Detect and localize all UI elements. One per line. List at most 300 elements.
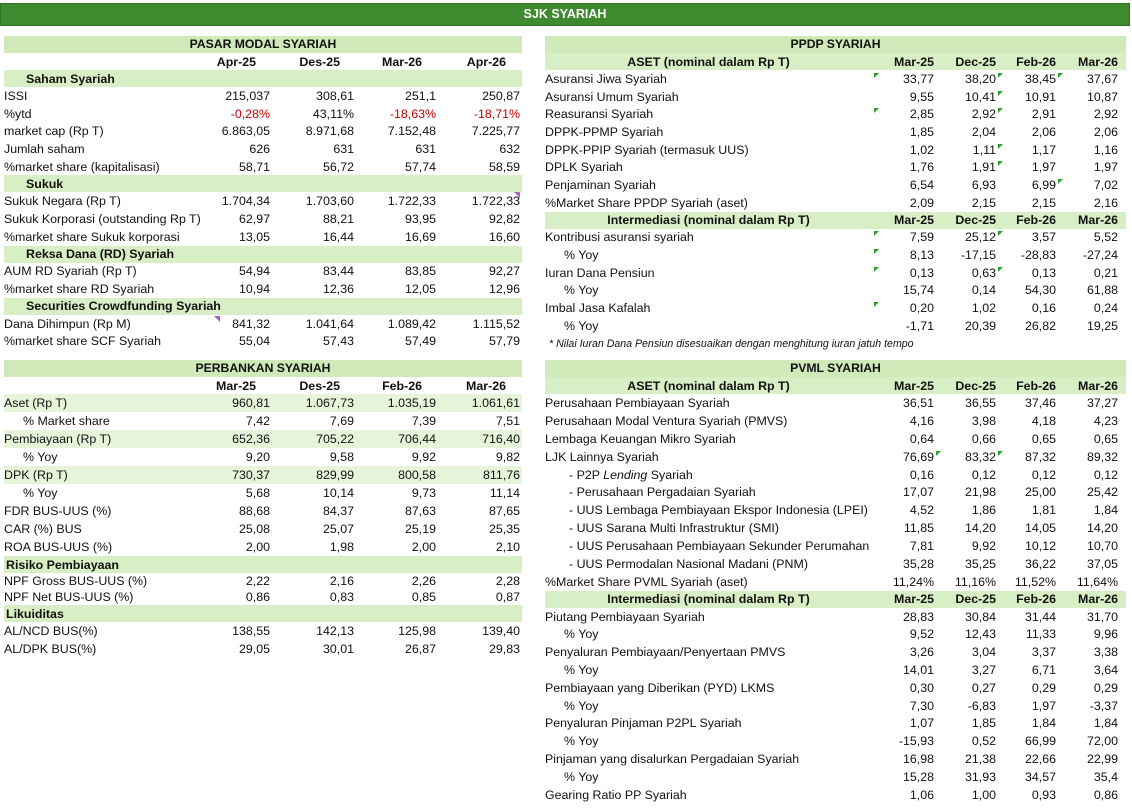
table-row [4, 228, 522, 246]
cell-value: -28,83 [1020, 248, 1056, 263]
table-row [545, 430, 1126, 448]
cell-value: 3,98 [971, 413, 996, 428]
table-row [4, 622, 522, 640]
cell-value: 12,96 [488, 282, 520, 297]
pvml-title: PVML SYARIAH [545, 360, 1126, 377]
table-row [545, 608, 1126, 626]
row-label: - UUS Permodalan Nasional Madani (PNM) [569, 556, 808, 571]
comment-marker-icon [214, 316, 220, 322]
cell-value: 10,70 [1086, 539, 1118, 554]
cell-value: 35,28 [902, 556, 934, 571]
table-row [545, 246, 1126, 264]
table-row [545, 105, 1126, 123]
cell-value: 61,88 [1086, 283, 1118, 298]
cell-value: 139,40 [482, 624, 520, 638]
cell-value: 1,02 [909, 142, 934, 157]
cell-value: 25,07 [322, 522, 354, 536]
table-row [545, 229, 1126, 247]
table-row [545, 661, 1126, 679]
cell-value: 0,30 [909, 680, 934, 695]
table-row [4, 315, 522, 333]
cell-value: 3,38 [1093, 645, 1118, 660]
cell-value: 87,63 [404, 504, 436, 518]
cell-value: 36,55 [964, 395, 996, 410]
cell-value: 25,35 [488, 522, 520, 536]
cell-value: 38,20 [964, 71, 996, 86]
cell-value: 2,10 [495, 540, 520, 554]
table-row [545, 412, 1126, 430]
cell-value: 0,12 [971, 467, 996, 482]
cell-value: 1,85 [971, 716, 996, 731]
cell-value: 8.971,68 [305, 124, 354, 139]
cell-value: 0,20 [872, 301, 934, 315]
row-label: % Yoy [564, 698, 599, 713]
cell-value: 17,07 [902, 485, 934, 500]
row-label: - UUS Perusahaan Pembiayaan Sekunder Perumahan [569, 539, 870, 554]
row-label: Piutang Pembiayaan Syariah [545, 609, 705, 624]
row-label: Imbal Jasa Kafalah [545, 301, 651, 316]
cell-value: 0,83 [329, 590, 354, 604]
comment-marker-icon [514, 192, 520, 198]
cell-value: 0,12 [1031, 467, 1056, 482]
cell-value: 1.115,52 [472, 316, 520, 331]
table-row [4, 122, 522, 140]
cell-value: 2,00 [411, 540, 436, 554]
cell-value: 1,97 [1093, 160, 1118, 175]
cell-value: 7,02 [1056, 178, 1126, 192]
cell-value: 1,81 [1031, 503, 1056, 518]
cell-value: 1,91 [971, 160, 996, 175]
row-label: Asuransi Umum Syariah [545, 89, 679, 104]
cell-value: 1.035,19 [387, 396, 436, 410]
row-label: - UUS Sarana Multi Infrastruktur (SMI) [569, 521, 779, 536]
row-label: Jumlah saham [4, 141, 85, 156]
cell-value: 1,17 [996, 143, 1056, 157]
cell-value: 7,59 [872, 230, 934, 244]
row-label: Reasuransi Syariah [545, 107, 654, 122]
table-row [545, 501, 1126, 519]
table-row [545, 264, 1126, 282]
cell-value: 0,65 [1093, 431, 1118, 446]
cell-value: 811,76 [483, 468, 520, 482]
cell-value: 10,87 [1086, 89, 1118, 104]
cell-value: 3,57 [996, 230, 1056, 244]
cell-value: 0,29 [1093, 680, 1118, 695]
table-row [4, 280, 522, 298]
cell-value: 1,85 [909, 124, 934, 139]
cell-value: 76,69 [902, 449, 934, 464]
cell-value: 15,74 [902, 283, 934, 298]
cell-value: 0,66 [971, 431, 996, 446]
row-label: % Yoy [23, 486, 58, 500]
row-label: % Market share [23, 414, 110, 428]
comment-marker-icon [874, 249, 879, 254]
cell-value: 1.722,33 [387, 194, 436, 209]
cell-value: 626 [249, 141, 270, 156]
cell-value: 93,95 [404, 211, 436, 226]
cell-value: 251,1 [404, 88, 436, 103]
table-row [545, 750, 1126, 768]
cell-value: 6,99 [1031, 177, 1056, 192]
table-row [545, 537, 1126, 555]
col-header: Des-25 [299, 54, 340, 69]
cell-value: 2,92 [1093, 107, 1118, 122]
table-row [545, 448, 1126, 466]
cell-value: 10,41 [964, 89, 996, 104]
table-row [545, 88, 1126, 106]
row-label: % Yoy [564, 248, 599, 263]
row-label: Iuran Dana Pensiun [545, 265, 655, 280]
table-row [545, 573, 1126, 591]
table-row [4, 538, 522, 556]
section-heading-saham: Saham Syariah [4, 70, 522, 87]
cell-value: 25,12 [964, 230, 996, 245]
cell-value: 1,98 [329, 540, 354, 554]
cell-value: 16,44 [322, 229, 354, 244]
cell-value: 37,46 [1024, 395, 1056, 410]
cell-value: 25,42 [1086, 485, 1118, 500]
cell-value: 21,98 [964, 485, 996, 500]
cell-value: 57,74 [404, 159, 436, 174]
cell-value: 960,81 [232, 396, 270, 410]
cell-value: 1.722,33 [471, 194, 520, 209]
cell-value: 0,27 [971, 680, 996, 695]
cell-value: 30,84 [964, 609, 996, 624]
cell-value: 631 [415, 141, 436, 156]
cell-value: 0,65 [1031, 431, 1056, 446]
cell-value: 706,44 [398, 432, 436, 446]
perbankan-panel [4, 360, 522, 658]
table-row [4, 394, 522, 412]
cell-value: 10,14 [322, 486, 354, 500]
cell-value: 14,01 [902, 663, 934, 678]
cell-value: 12,43 [964, 627, 996, 642]
cell-value: 58,71 [238, 159, 270, 174]
cell-value: 37,27 [1086, 395, 1118, 410]
cell-value: 20,39 [964, 318, 996, 333]
table-row [545, 732, 1126, 750]
cell-value: 1,86 [971, 503, 996, 518]
pvml-panel [545, 360, 1126, 804]
cell-value: 2,22 [245, 574, 270, 588]
ppdp-panel [545, 36, 1126, 353]
ppdp-footnote: * Nilai Iuran Dana Pensiun disesuaikan dengan menghitung iuran jatuh tempo [549, 337, 914, 350]
cell-value: 2,00 [245, 540, 270, 554]
row-label: %ytd [4, 106, 32, 121]
cell-value: -15,93 [898, 734, 934, 749]
table-row [4, 263, 522, 281]
cell-value: 631 [333, 141, 354, 156]
cell-value: 1,11 [972, 142, 996, 157]
table-row [545, 70, 1126, 88]
table-row [545, 679, 1126, 697]
cell-value: 4,23 [1093, 413, 1118, 428]
cell-value: 142,13 [316, 624, 354, 638]
cell-value: 0,16 [909, 467, 934, 482]
table-row [4, 573, 522, 589]
table-row [4, 105, 522, 123]
cell-value: 57,43 [322, 334, 354, 349]
cell-value: 2,06 [1093, 124, 1118, 139]
row-label: % Yoy [564, 627, 599, 642]
row-label: Aset (Rp T) [4, 396, 68, 410]
cell-value: 72,00 [1086, 734, 1118, 749]
row-label: AL/DPK BUS(%) [4, 642, 97, 656]
table-row [545, 317, 1126, 335]
cell-value: -17,15 [960, 248, 996, 263]
comment-marker-icon [936, 451, 941, 456]
cell-value: 0,24 [1093, 301, 1118, 316]
col-header: Apr-26 [466, 54, 506, 69]
section-heading-likuiditas: Likuiditas [4, 605, 522, 622]
cell-value: 16,69 [404, 229, 436, 244]
cell-value: 83,44 [322, 264, 354, 279]
cell-value: 57,79 [488, 334, 520, 349]
cell-value: 730,37 [232, 468, 270, 482]
row-label: - Perusahaan Pergadaian Syariah [569, 485, 756, 500]
cell-value: 2,26 [411, 574, 436, 588]
cell-value: 7.225,77 [471, 124, 520, 139]
table-row [545, 299, 1126, 317]
comment-marker-icon [998, 231, 1003, 236]
cell-value: 1,07 [909, 716, 934, 731]
row-label: Gearing Ratio PP Syariah [545, 787, 687, 802]
table-row [545, 643, 1126, 661]
cell-value: -0,28% [230, 106, 270, 121]
cell-value: 7.152,48 [387, 124, 436, 139]
table-row [4, 502, 522, 520]
cell-value: 33,77 [872, 72, 934, 86]
cell-value: 0,29 [1031, 680, 1056, 695]
cell-value: 26,87 [404, 642, 436, 656]
cell-value: 3,64 [1093, 663, 1118, 678]
row-label: Lembaga Keuangan Mikro Syariah [545, 431, 736, 446]
cell-value: 10,12 [1024, 539, 1056, 554]
cell-value: 12,36 [322, 282, 354, 297]
cell-value: 2,04 [971, 124, 996, 139]
cell-value: 5,68 [245, 486, 270, 500]
row-label: Perusahaan Modal Ventura Syariah (PMVS) [545, 413, 788, 428]
cell-value: 22,66 [1024, 752, 1056, 767]
cell-value: 25,19 [404, 522, 436, 536]
cell-value: 1,00 [971, 787, 996, 802]
section-heading-risiko: Risiko Pembiayaan [4, 556, 522, 573]
cell-value: 705,22 [316, 432, 354, 446]
cell-value: 2,09 [909, 195, 934, 210]
cell-value: 4,16 [909, 413, 934, 428]
cell-value: 4,18 [1031, 413, 1056, 428]
row-label: AUM RD Syariah (Rp T) [4, 264, 137, 279]
cell-value: 62,97 [238, 211, 270, 226]
row-label: %market share Sukuk korporasi [4, 229, 180, 244]
cell-value: 1,76 [909, 160, 934, 175]
cell-value: -1,71 [905, 318, 934, 333]
cell-value: 87,65 [488, 504, 520, 518]
comment-marker-icon [998, 144, 1003, 149]
cell-value: 7,51 [495, 414, 520, 428]
row-label: Pinjaman yang disalurkan Pergadaian Syariah [545, 752, 800, 767]
cell-value: 9,82 [495, 450, 520, 464]
row-label: DPLK Syariah [545, 160, 623, 175]
row-label: %market share RD Syariah [4, 282, 155, 297]
cell-value: 11,52% [1014, 574, 1056, 589]
cell-value: 3,04 [971, 645, 996, 660]
cell-value: 0,12 [1093, 467, 1118, 482]
cell-value: 125,98 [398, 624, 436, 638]
row-label: %Market Share PVML Syariah (aset) [545, 574, 748, 589]
cell-value: 16,60 [488, 229, 520, 244]
table-row [4, 466, 522, 484]
cell-value: 0,13 [996, 266, 1056, 280]
cell-value: 2,28 [495, 574, 520, 588]
table-row [545, 697, 1126, 715]
comment-marker-icon [998, 161, 1003, 166]
table-row [545, 786, 1126, 804]
row-label: % Yoy [564, 283, 599, 298]
cell-value: 2,92 [971, 107, 996, 122]
table-row [4, 640, 522, 658]
row-label: % Yoy [23, 450, 58, 464]
cell-value: 800,58 [398, 468, 436, 482]
table-row [545, 715, 1126, 733]
cell-value: 36,22 [1024, 556, 1056, 571]
row-label: % Yoy [564, 734, 599, 749]
cell-value: 19,25 [1086, 318, 1118, 333]
cell-value: 11,33 [1025, 627, 1056, 642]
cell-value: 36,51 [902, 395, 934, 410]
cell-value: 6,93 [971, 177, 996, 192]
col-header: Apr-25 [216, 54, 256, 69]
table-row [545, 123, 1126, 141]
cell-value: 7,39 [411, 414, 436, 428]
comment-marker-icon [998, 108, 1003, 113]
cell-value: 215,037 [225, 88, 270, 103]
cell-value: 43,11% [312, 106, 354, 121]
section-heading-reksa-dana: Reksa Dana (RD) Syariah [4, 246, 522, 263]
ppdp-title: PPDP SYARIAH [545, 36, 1126, 53]
cell-value: 9,58 [329, 450, 354, 464]
table-row [545, 519, 1126, 537]
cell-value: 3,37 [1031, 645, 1056, 660]
cell-value: -18,71% [473, 106, 520, 121]
row-label: % Yoy [564, 663, 599, 678]
cell-value: 1.703,60 [305, 194, 354, 209]
row-label: Penyaluran Pembiayaan/Penyertaan PMVS [545, 645, 786, 660]
cell-value: -3,37 [1089, 698, 1118, 713]
cell-value: 37,67 [1056, 72, 1126, 86]
table-row [545, 194, 1126, 212]
cell-value: 9,20 [245, 450, 270, 464]
cell-value: 9,92 [971, 539, 996, 554]
cell-value: 29,83 [488, 642, 520, 656]
row-label: - UUS Lembaga Pembiayaan Ekspor Indonesia (LPEI) [569, 503, 868, 518]
cell-value: 89,32 [1086, 449, 1118, 464]
cell-value: 7,30 [909, 698, 934, 713]
cell-value: 87,32 [996, 450, 1056, 464]
cell-value: 1,02 [971, 301, 996, 316]
cell-value: 0,93 [1031, 787, 1056, 802]
cell-value: 1,84 [1031, 716, 1056, 731]
cell-value: 83,32 [934, 450, 996, 464]
table-row [4, 484, 522, 502]
ppdp-aset-header: ASET (nominal dalam Rp T) Mar-25 Dec-25 Feb-26 Mar-26 [545, 53, 1126, 70]
cell-value: 0,52 [971, 734, 996, 749]
cell-value: 10,91 [996, 90, 1056, 104]
table-row [4, 158, 522, 176]
cell-value: 0,21 [1093, 265, 1118, 280]
cell-value: 14,05 [1024, 521, 1056, 536]
cell-value: 37,05 [1086, 556, 1118, 571]
row-label: Asuransi Jiwa Syariah [545, 71, 667, 86]
cell-value: -18,63% [389, 106, 436, 121]
cell-value: 38,45 [996, 72, 1056, 86]
cell-value: 84,37 [322, 504, 354, 518]
cell-value: 2,06 [1031, 124, 1056, 139]
cell-value: 11,64% [1076, 574, 1118, 589]
comment-marker-icon [998, 73, 1003, 78]
cell-value: 2,91 [996, 107, 1056, 121]
cell-value: -27,24 [1082, 248, 1118, 263]
comment-marker-icon [1058, 179, 1063, 184]
cell-value: 57,49 [404, 334, 436, 349]
cell-value: 6,54 [909, 177, 934, 192]
cell-value: 11,85 [903, 521, 934, 536]
cell-value: 7,42 [245, 414, 270, 428]
row-label: market cap (Rp T) [4, 124, 104, 139]
cell-value: 28,83 [902, 609, 934, 624]
cell-value: 0,85 [411, 590, 436, 604]
row-label: DPK (Rp T) [4, 468, 68, 482]
table-row [545, 158, 1126, 176]
table-row [545, 394, 1126, 412]
cell-value: 8,13 [872, 248, 934, 262]
table-row [545, 555, 1126, 573]
cell-value: 88,68 [238, 504, 270, 518]
comment-marker-icon [874, 267, 879, 272]
cell-value: 308,61 [316, 88, 354, 103]
cell-value: 14,20 [964, 521, 996, 536]
cell-value: 56,72 [322, 159, 354, 174]
cell-value: 55,04 [238, 334, 270, 349]
comment-marker-icon [874, 73, 879, 78]
perbankan-title: PERBANKAN SYARIAH [4, 360, 522, 377]
cell-value: 22,99 [1086, 752, 1118, 767]
cell-value: 92,82 [488, 211, 520, 226]
cell-value: 632 [499, 141, 520, 156]
cell-value: 6.863,05 [221, 124, 270, 139]
cell-value: 2,16 [1093, 195, 1118, 210]
row-label: AL/NCD BUS(%) [4, 624, 98, 638]
cell-value: 10,94 [238, 282, 270, 297]
cell-value: 92,27 [488, 264, 520, 279]
cell-value: 0,86 [1093, 787, 1118, 802]
cell-value: 1.061,61 [471, 396, 520, 410]
cell-value: 2,15 [971, 195, 996, 210]
cell-value: 829,99 [316, 468, 354, 482]
cell-value: 1,97 [1031, 698, 1056, 713]
row-label: Dana Dihimpun (Rp M) [4, 316, 131, 331]
cell-value: 1.704,34 [221, 194, 270, 209]
section-heading-scf: Securities Crowdfunding Syariah [4, 298, 522, 315]
cell-value: 9,92 [411, 450, 436, 464]
pvml-intermediasi-header: Intermediasi (nominal dalam Rp T) Mar-25 Dec-25 Feb-26 Mar-26 [545, 591, 1126, 608]
cell-value: 35,4 [1093, 769, 1118, 784]
cell-value: 9,96 [1093, 627, 1118, 642]
cell-value: 0,63 [971, 265, 996, 280]
cell-value: 0,14 [971, 283, 996, 298]
comment-marker-icon [998, 91, 1003, 96]
cell-value: 88,21 [322, 211, 354, 226]
